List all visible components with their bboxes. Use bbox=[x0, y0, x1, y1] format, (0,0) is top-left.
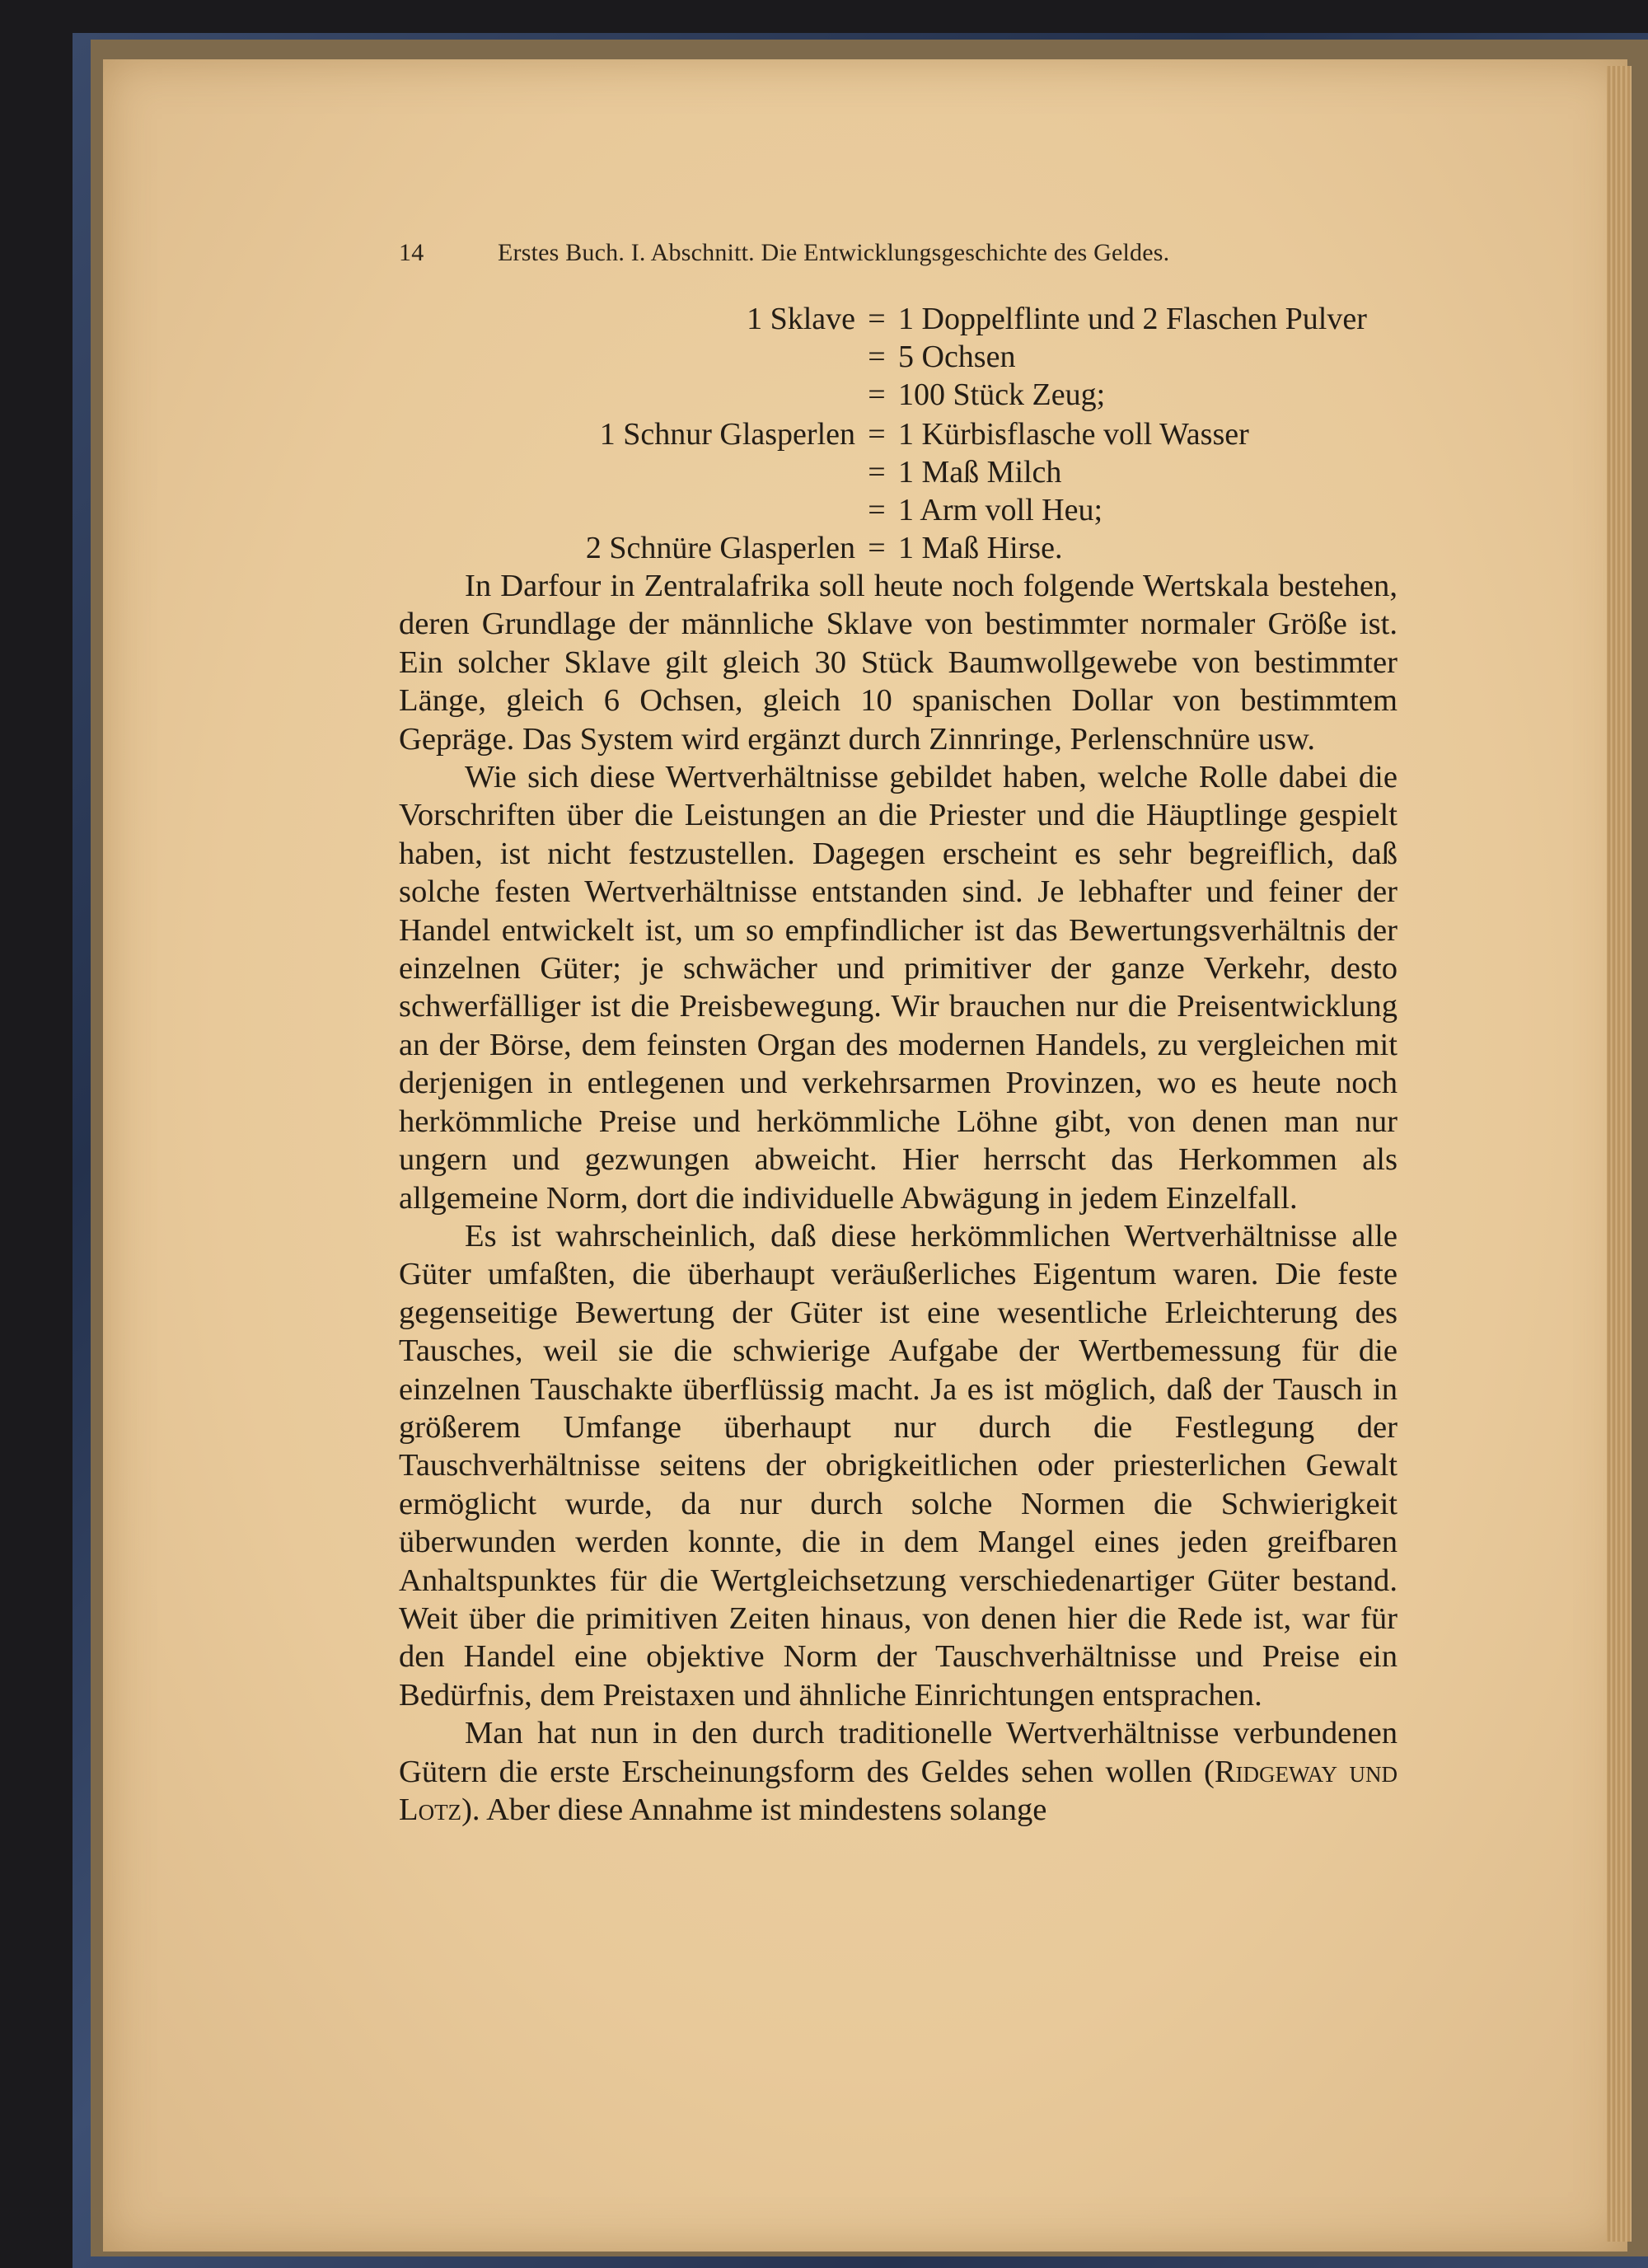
equation-line bbox=[461, 491, 1103, 529]
equation-line bbox=[461, 529, 1062, 567]
paragraph-text: Man hat nun in den durch traditionelle Wertverhältnisse verbundenen Gütern die erste Erscheinungsform des Geldes sehen wollen ( bbox=[399, 1716, 1398, 1789]
equation-sign: = bbox=[868, 493, 886, 527]
equation-line bbox=[461, 453, 1061, 491]
equation-line bbox=[461, 338, 1015, 376]
equation-left: 1 Schnur Glasperlen bbox=[599, 417, 855, 452]
equation-left: 1 Sklave bbox=[747, 302, 855, 336]
equation-right: 1 Maß Milch bbox=[898, 455, 1062, 490]
equation-right: 1 Maß Hirse. bbox=[898, 531, 1063, 565]
equation-left: 2 Schnüre Glasperlen bbox=[585, 531, 855, 565]
paragraph-last bbox=[399, 1714, 1398, 1829]
page-stack-edge bbox=[1607, 66, 1632, 2242]
equation-sign: = bbox=[868, 531, 886, 565]
equation-sign: = bbox=[868, 455, 886, 490]
equation-right: 100 Stück Zeug; bbox=[898, 377, 1106, 412]
running-head-text: Erstes Buch. I. Abschnitt. Die Entwicklungsgeschichte des Geldes. bbox=[498, 239, 1170, 266]
body-text bbox=[399, 567, 1398, 1829]
equation-sign: = bbox=[868, 340, 886, 374]
equation-line bbox=[461, 300, 1367, 338]
paragraph: Es ist wahrscheinlich, daß diese herkömmlichen Wertverhältnisse alle Güter umfaßten, die überhaupt veräußerliches Eigentum waren. Die feste gegenseitige Bewertung der Güter ist eine wesentliche Erleichterung des Tausches, weil sie die schwierige Aufgabe der Wertbemessung für die einzelnen Tauschakte überflüssig macht. Ja es ist möglich, daß der Tausch in größerem Umfange überhaupt nur durch die Festlegung der Tauschverhältnisse seitens der obrigkeitlichen oder priesterlichen Gewalt ermöglicht wurde, da nur durch solche Normen die Schwierigkeit überwunden werden konnte, die in dem Mangel eines jeden greifbaren Anhaltspunktes für die Wertgleichsetzung verschiedenartiger Güter bestand. Weit über die primitiven Zeiten hinaus, von denen hier die Rede ist, war für den Handel eine objektive Norm der Tauschverhältnisse und Preise ein Bedürfnis, dem Preistaxen und ähnliche Einrichtungen entsprachen. bbox=[399, 1218, 1398, 1713]
page-number: 14 bbox=[399, 239, 424, 266]
paragraph: Wie sich diese Wertverhältnisse gebildet haben, welche Rolle dabei die Vorschriften über die Leistungen an die Priester und die Häuptlinge gespielt haben, ist nicht festzustellen. Dagegen erscheint es sehr begreiflich, daß solche festen Wertverhältnisse entstanden sind. Je lebhafter und feiner der Handel entwickelt ist, um so empfindlicher ist das Bewertungsverhältnis der einzelnen Güter; je schwächer und primitiver der ganze Verkehr, desto schwerfälliger ist die Preisbewegung. Wir brauchen nur die Preisentwicklung an der Börse, dem feinsten Organ des modernen Handels, zu vergleichen mit derjenigen in entlegenen und verkehrsarmen Provinzen, wo es heute noch herkömmliche Preise und herkömmliche Löhne gibt, von denen man nur ungern und gezwungen abweicht. Hier herrscht das Herkommen als allgemeine Norm, dort die individuelle Abwägung in jedem Einzelfall. bbox=[399, 760, 1398, 1216]
equation-sign: = bbox=[868, 417, 886, 452]
equation-sign: = bbox=[868, 302, 886, 336]
equation-right: 1 Arm voll Heu; bbox=[898, 493, 1103, 527]
running-header bbox=[399, 239, 1322, 272]
paragraph-text: ). Aber diese Annahme ist mindestens solange bbox=[461, 1792, 1047, 1827]
equation-line bbox=[461, 415, 1249, 453]
equation-right: 5 Ochsen bbox=[898, 340, 1016, 374]
equation-line bbox=[461, 376, 1105, 414]
paragraph: In Darfour in Zentralafrika soll heute noch folgende Wertskala bestehen, deren Grundlage der männliche Sklave von bestimmter normaler Größe ist. Ein solcher Sklave gilt gleich 30 Stück Baumwollgewebe von bestimmter Länge, gleich 6 Ochsen, gleich 10 spanischen Dollar von bestimmtem Gepräge. Das System wird ergänzt durch Zinnringe, Perlenschnüre usw. bbox=[399, 569, 1398, 757]
equation-right: 1 Doppelflinte und 2 Flaschen Pulver bbox=[898, 302, 1367, 336]
equation-right: 1 Kürbisflasche voll Wasser bbox=[898, 417, 1249, 452]
equation-sign: = bbox=[868, 377, 886, 412]
author-names: Ridgeway und Lotz bbox=[399, 1754, 1398, 1827]
